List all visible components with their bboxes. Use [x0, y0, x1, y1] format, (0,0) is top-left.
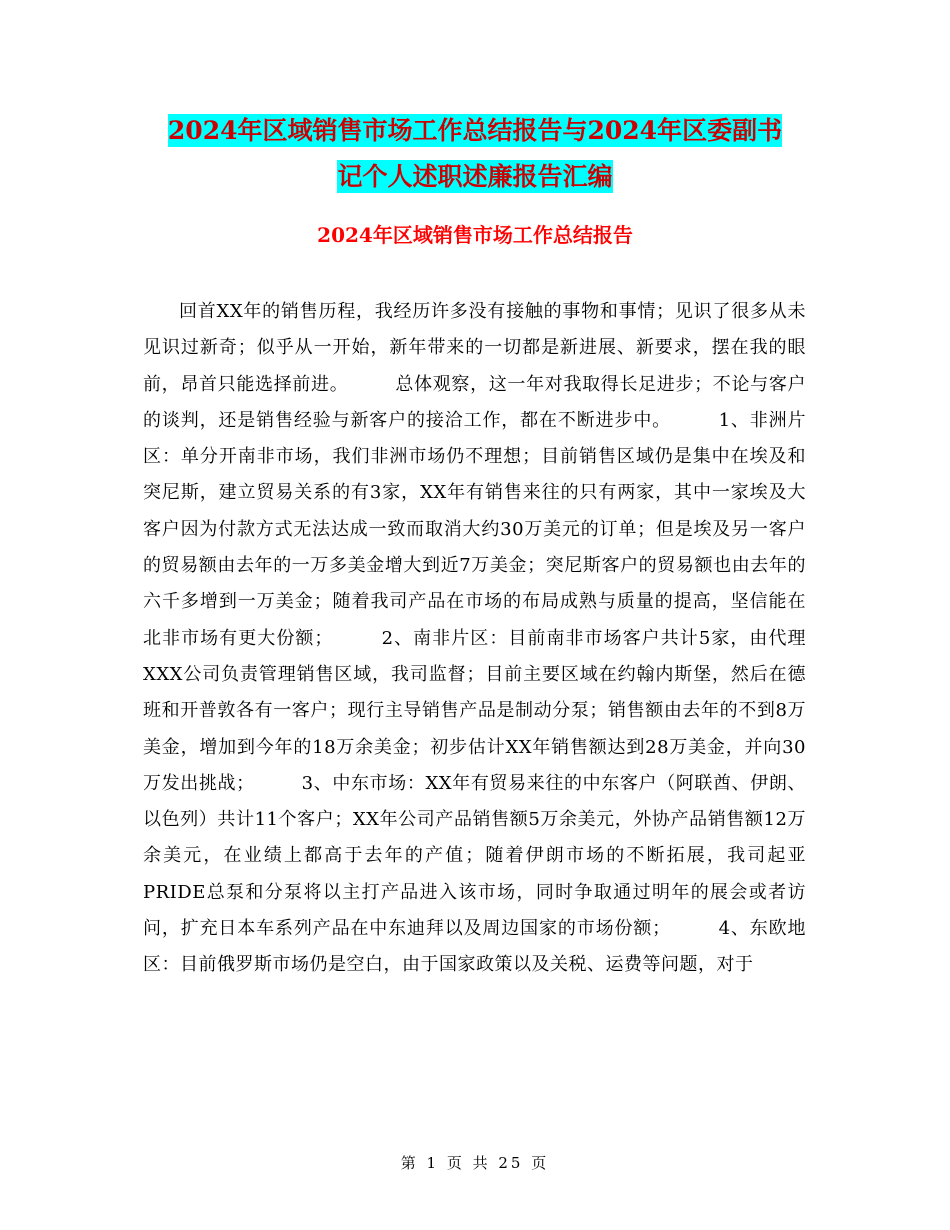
- document-title: [0, 108, 950, 200]
- page-number-footer: 第 1 页 共 25 页: [400, 1154, 550, 1172]
- document-title-line-2: 记个人述职述廉报告汇编: [337, 162, 613, 191]
- section-title: 2024年区域销售市场工作总结报告: [317, 223, 633, 247]
- body-paragraph: 回首XX年的销售历程，我经历许多没有接触的事物和事情；见识了很多从未见识过新奇；似乎从一开始，新年带来的一切都是新进展、新要求，摆在我的眼前，昂首只能选择前进。 总体观察，这一年对我取得长足进步；不论与客户的谈判，还是销售经验与新客户的接洽工作，都在不断进步中。 1、非洲片区：单分开南非市场，我们非洲市场仍不理想；目前销售区域仍是集中在埃及和突尼斯，建立贸易关系的有3家，XX年有销售来往的只有两家，其中一家埃及大客户因为付款方式无法达成一致而取消大约30万美元的订单；但是埃及另一客户的贸易额由去年的一万多美金增大到近7万美金；突尼斯客户的贸易额也由去年的六千多增到一万美金；随着我司产品在市场的布局成熟与质量的提高，坚信能在北非市场有更大份额； 2、南非片区：目前南非市场客户共计5家，由代理XXX公司负责管理销售区域，我司监督；目前主要区域在约翰内斯堡，然后在德班和开普敦各有一客户；现行主导销售产品是制动分泵；销售额由去年的不到8万美金，增加到今年的18万余美金；初步估计XX年销售额达到28万美金，并向30万发出挑战； 3、中东市场：XX年有贸易来往的中东客户（阿联酋、伊朗、以色列）共计11个客户；XX年公司产品销售额5万余美元，外协产品销售额12万余美元，在业绩上都高于去年的产值；随着伊朗市场的不断拓展，我司起亚PRIDE总泵和分泵将以主打产品进入该市场，同时争取通过明年的展会或者访问，扩充日本车系列产品在中东迪拜以及周边国家的市场份额； 4、东欧地区：目前俄罗斯市场仍是空白，由于国家政策以及关税、运费等问题，对于: [143, 301, 806, 976]
- document-title-line-1: 2024年区域销售市场工作总结报告与2024年区委副书: [167, 116, 783, 145]
